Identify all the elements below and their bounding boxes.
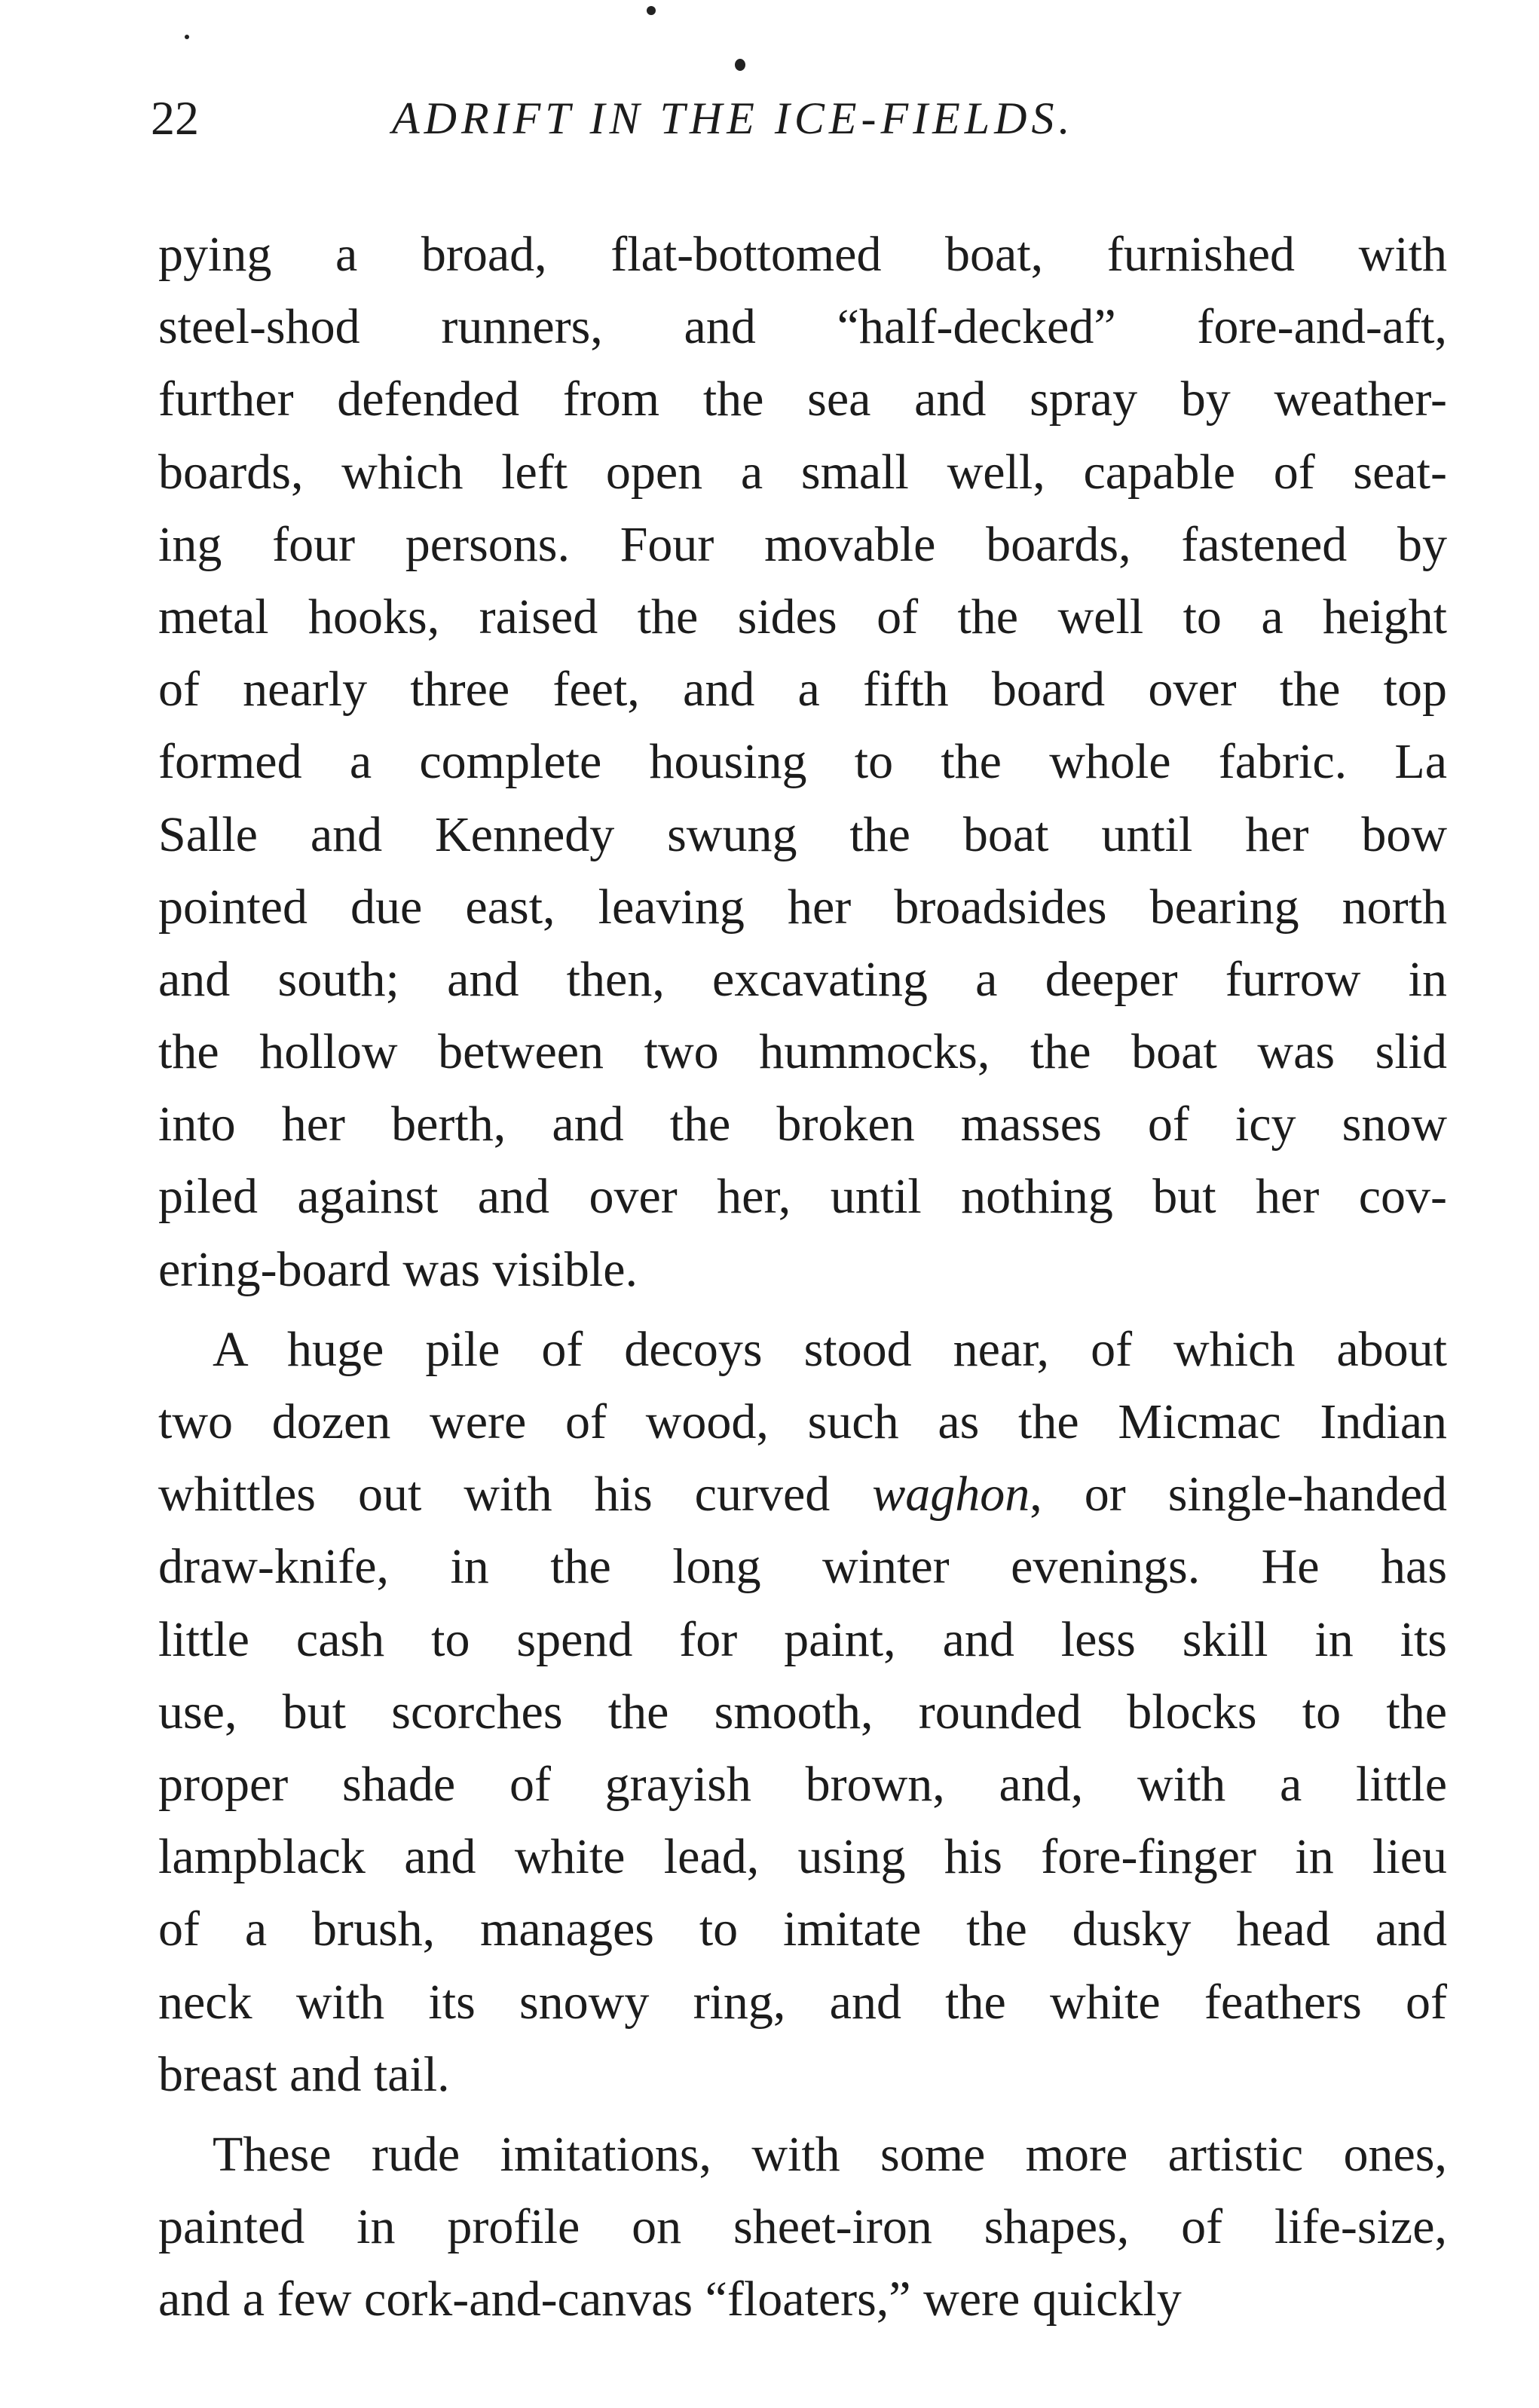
paragraph [158, 219, 1447, 1306]
running-title: ADRIFT IN THE ICE-FIELDS. [392, 93, 1075, 143]
text-line: proper shade of grayish brown, and, with a little [158, 1756, 1447, 1812]
text-line: Salle and Kennedy swung the boat until her bow [158, 806, 1447, 862]
text-line: the hollow between two hummocks, the boat was slid [158, 1024, 1447, 1080]
text-line: piled against and over her, until nothing but her cov- [158, 1169, 1447, 1225]
text-line: neck with its snowy ring, and the white feathers of [158, 1974, 1447, 2030]
text-line: into her berth, and the broken masses of icy snow [158, 1097, 1447, 1152]
text-line: whittles out with his curved waghon, or single-handed [158, 1467, 1447, 1522]
text-line: ing four persons. Four movable boards, fastened by [158, 516, 1447, 572]
text-line: formed a complete housing to the whole fabric. La [158, 734, 1447, 790]
text-line: pying a broad, flat-bottomed boat, furnished with [158, 227, 1447, 282]
body-text [158, 219, 1447, 2336]
paragraph [158, 1314, 1447, 2111]
italic-word: waghon [872, 1467, 1030, 1522]
ink-speck-mid [735, 59, 745, 71]
ink-speck-top [647, 6, 656, 15]
text-line: two dozen were of wood, such as the Micmac Indian [158, 1394, 1447, 1449]
text-line: metal hooks, raised the sides of the well to a height [158, 589, 1447, 644]
page-number: 22 [151, 91, 199, 145]
text-line: steel-shod runners, and “half-decked” fore-and-aft, [158, 299, 1447, 355]
paragraph-gap [158, 2111, 1447, 2119]
text-line: painted in profile on sheet-iron shapes, of life-size, [158, 2199, 1447, 2255]
text-line: boards, which left open a small well, capable of seat- [158, 444, 1447, 500]
text-line: of nearly three feet, and a fifth board over the top [158, 662, 1447, 718]
paragraph [158, 2119, 1447, 2336]
text-line: lampblack and white lead, using his fore-finger in lieu [158, 1829, 1447, 1885]
page-header [151, 84, 1447, 152]
text-line: little cash to spend for paint, and less skill in its [158, 1611, 1447, 1667]
text-line: A huge pile of decoys stood near, of which about [213, 1321, 1447, 1377]
text-line: draw-knife, in the long winter evenings. He has [158, 1539, 1447, 1595]
text-line: and south; and then, excavating a deeper furrow in [158, 951, 1447, 1007]
ink-speck-left [185, 35, 189, 39]
text-line: These rude imitations, with some more artistic ones, [213, 2126, 1447, 2182]
text-line: of a brush, manages to imitate the dusky head and [158, 1902, 1447, 1957]
text-line: further defended from the sea and spray by weather- [158, 372, 1447, 427]
text-line: use, but scorches the smooth, rounded blocks to the [158, 1684, 1447, 1739]
paragraph-gap [158, 1306, 1447, 1314]
text-line: breast and tail. [158, 2046, 450, 2102]
text-line: and a few cork-and-canvas “floaters,” were quickly [158, 2272, 1182, 2327]
text-line: ering-board was visible. [158, 1241, 638, 1297]
text-line: pointed due east, leaving her broadsides bearing north [158, 879, 1447, 935]
